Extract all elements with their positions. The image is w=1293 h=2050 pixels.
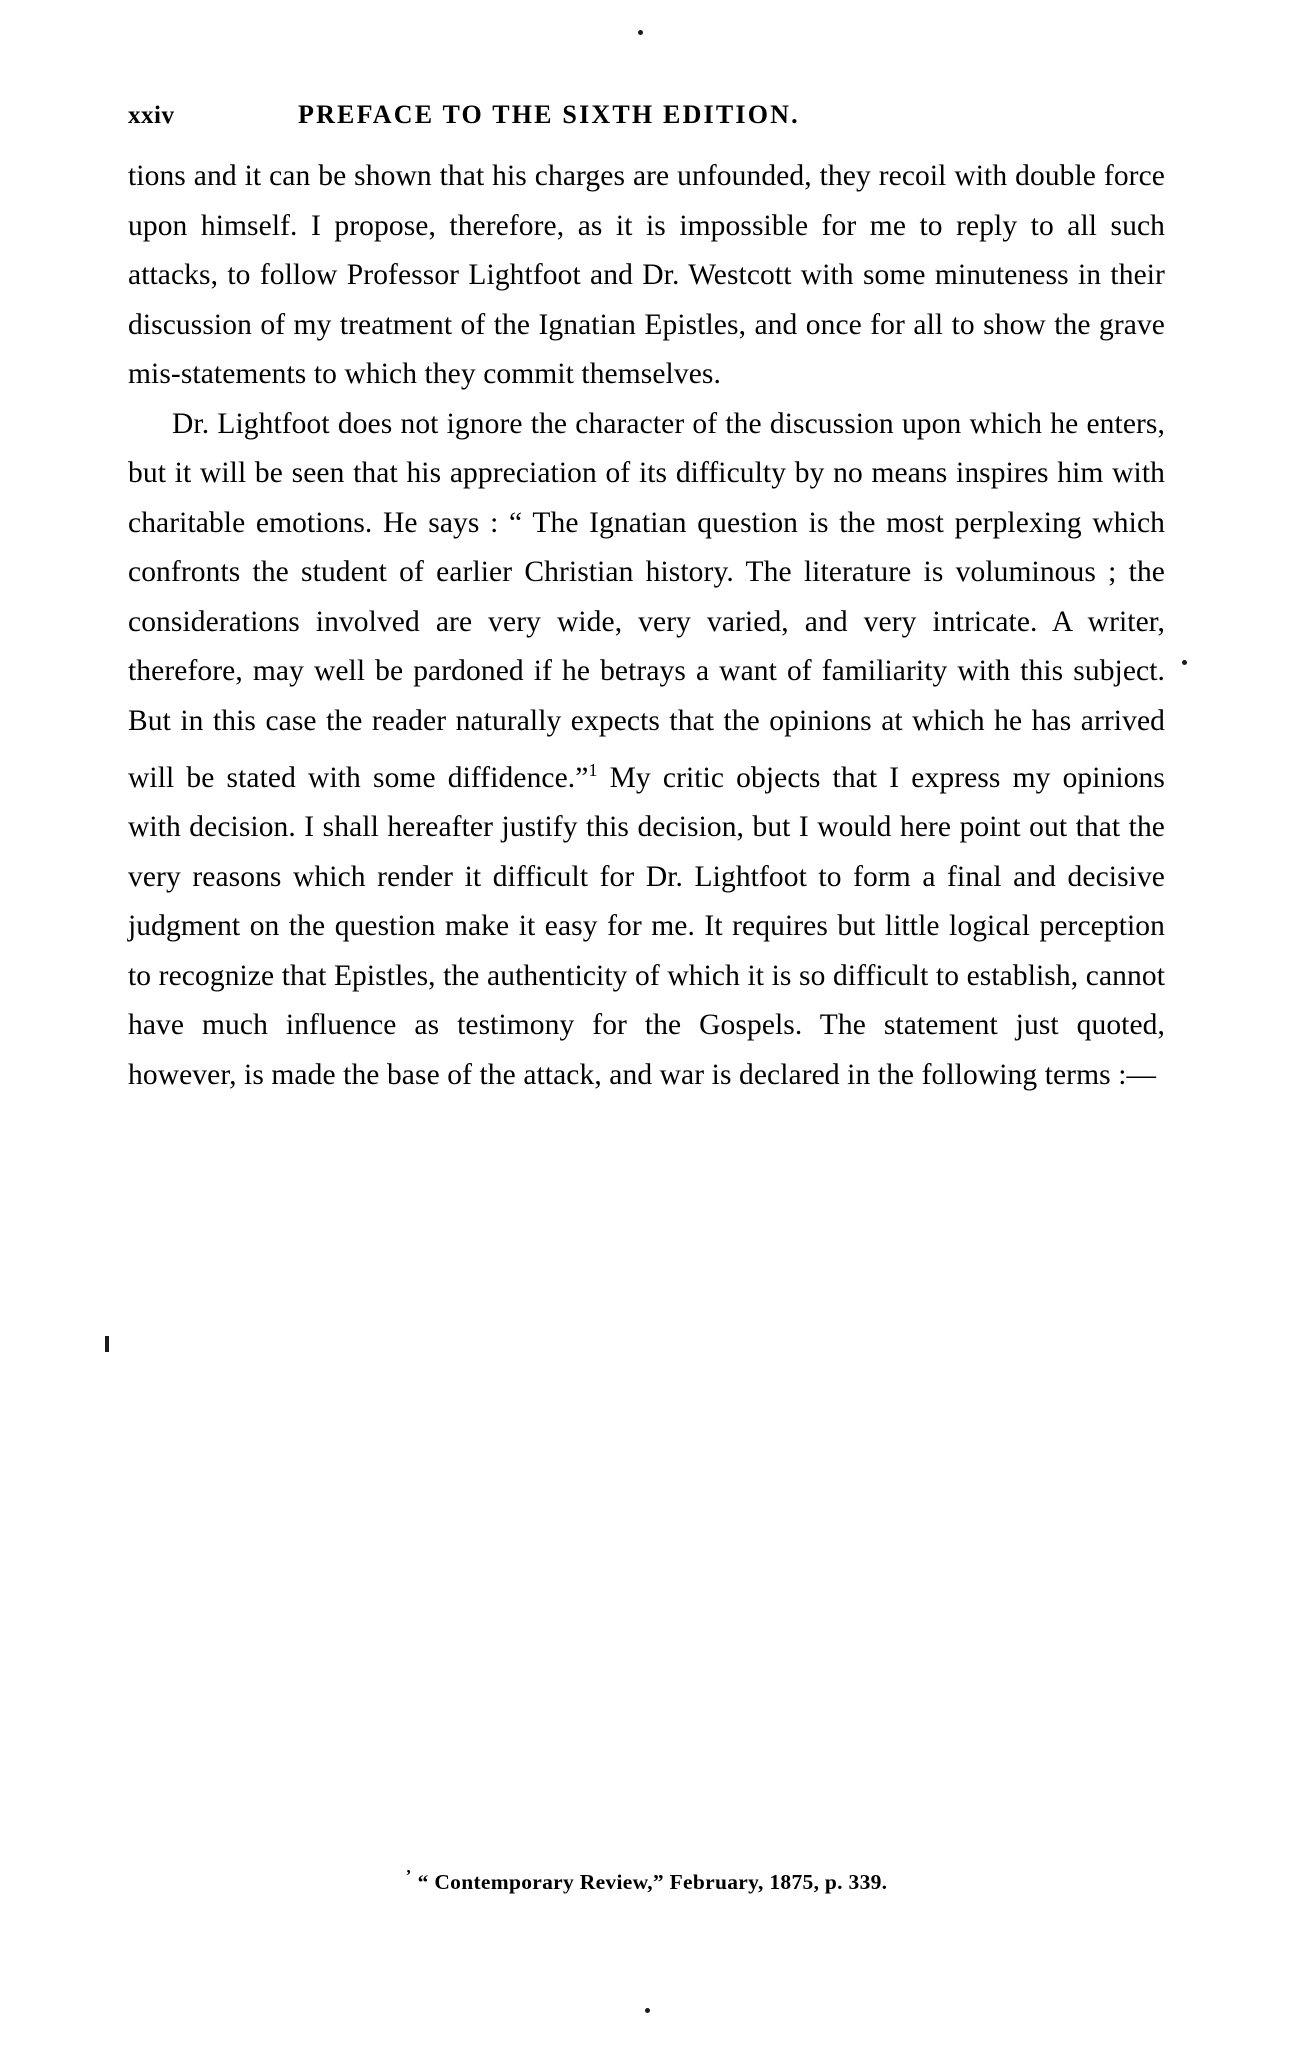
paragraph-2-part-2: My critic objects that I express my opinions with decision. I shall hereafter justify this decision, but I would here point out that the very reasons which render it difficult for Dr. Lightfoot to form a final and decisive judgment on the question make it easy for me. It requires but little logical perception to recognize that Epistles, the authenticity of which it is so difficult to establish, cannot have much influence as testimony for the Gospels. The statement just quoted, however, is made the base of the attack, and war is declared in the following terms :— — [128, 761, 1165, 1091]
footnote — [128, 1866, 1165, 1895]
footnote-reference: 1 — [588, 760, 598, 780]
page-folio: xxiv — [128, 102, 175, 129]
page-speck-top — [638, 30, 643, 35]
paragraph-1: tions and it can be shown that his charges are unfounded, they recoil with double force upon himself. I propose, therefore, as it is impossible for me to reply to all such attacks, to follow Professor Lightfoot and Dr. Westcott with some minuteness in their discussion of my treatment of the Ignatian Epistles, and once for all to show the grave mis-statements to which they commit themselves. — [128, 160, 1165, 390]
running-head — [128, 100, 1165, 136]
page-speck-right — [1182, 660, 1187, 665]
paragraph-2-part-1: Dr. Lightfoot does not ignore the character of the discussion upon which he enters, but it will be seen that his appreciation of its difficulty by no means inspires him with charitable emotions. He says : “ The Ignatian question is the most perplexing which confronts the student of earlier Christian history. The literature is voluminous ; the considerations involved are very wide, very varied, and very intricate. A writer, therefore, may well be pardoned if he betrays a want of familiarity with this subject. But in this case the reader naturally expects that the opinions at which he has arrived will be stated with some diffidence.” — [128, 407, 1165, 794]
body-text — [128, 152, 1165, 1100]
paragraph-2 — [128, 400, 1165, 1101]
footnote-marker: ’ — [405, 1866, 412, 1885]
running-head-title: PREFACE TO THE SIXTH EDITION. — [298, 100, 800, 129]
page-speck-bottom — [645, 2008, 650, 2013]
footnote-text: “ Contemporary Review,” February, 1875, p. 339. — [417, 1870, 888, 1895]
page-speck-left — [105, 1336, 109, 1352]
